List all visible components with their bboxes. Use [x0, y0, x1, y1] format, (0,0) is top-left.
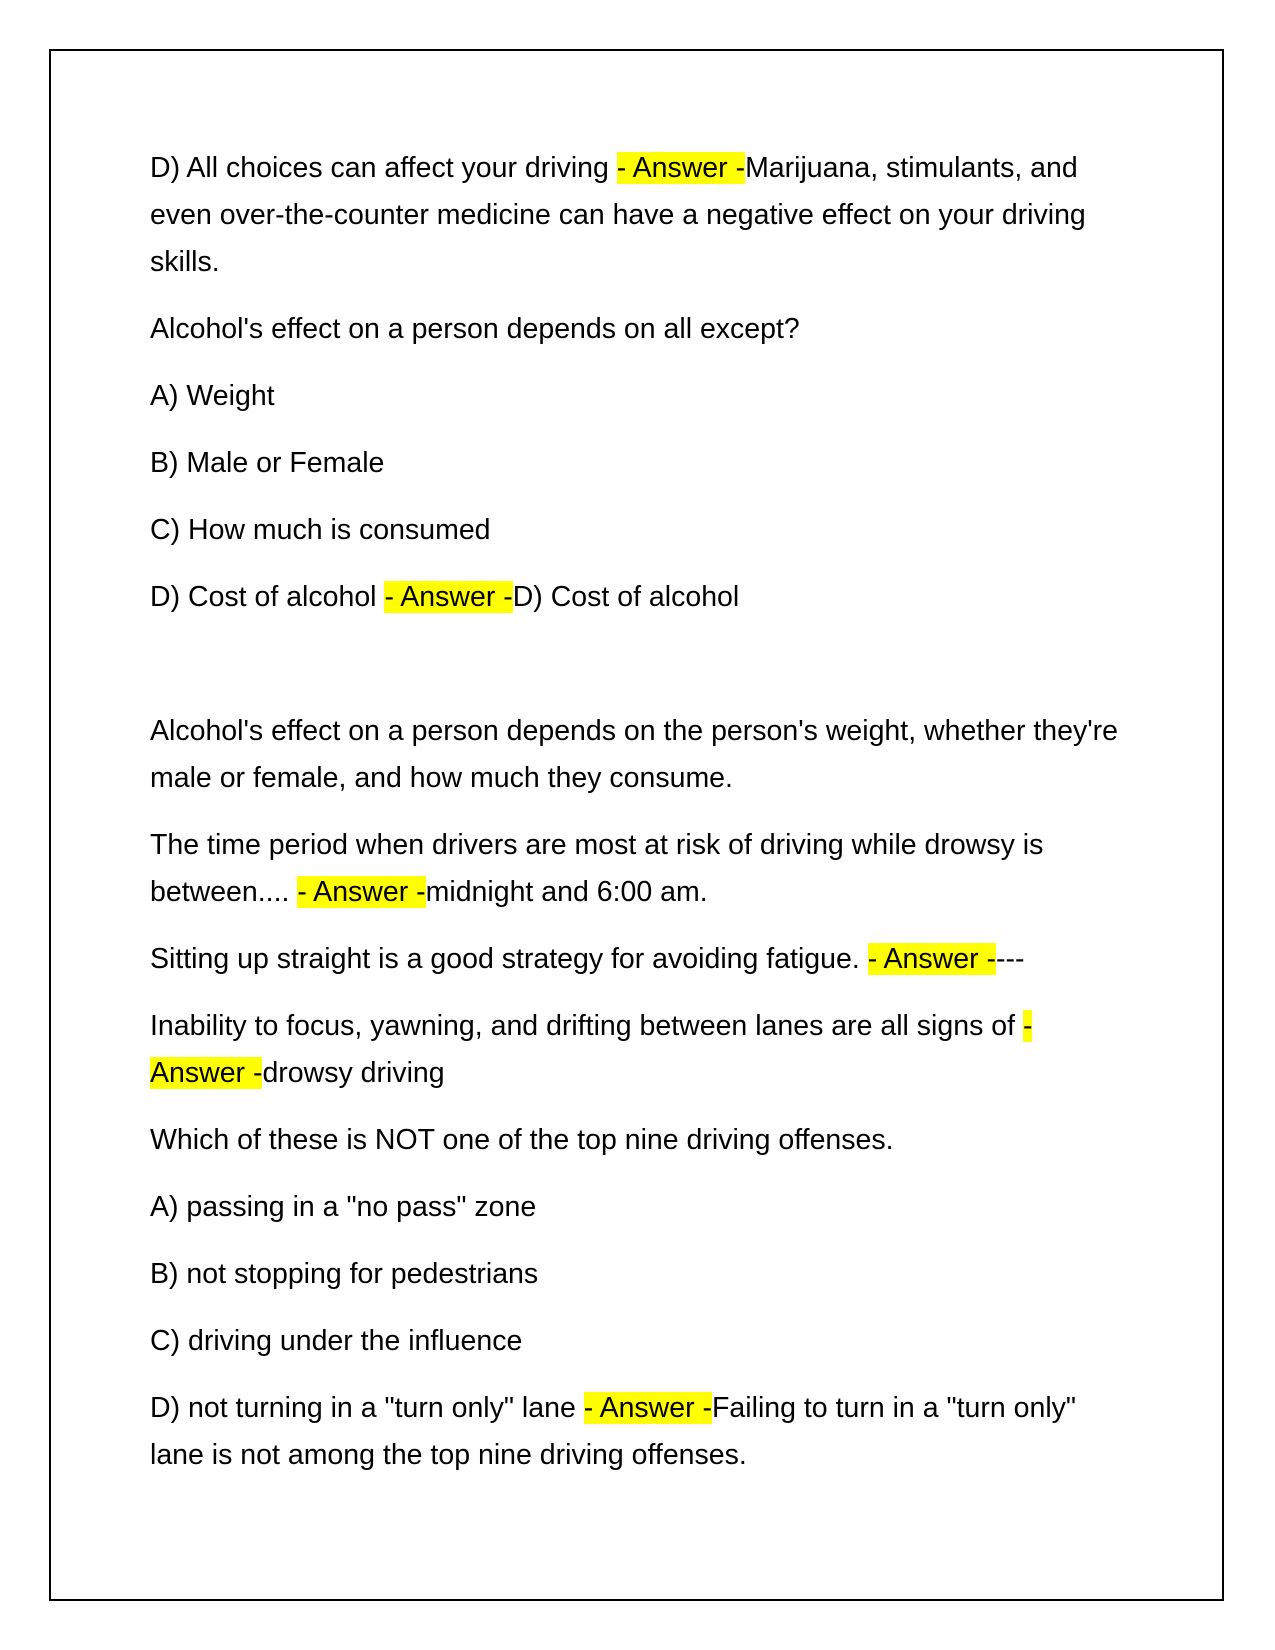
- question-text: Inability to focus, yawning, and drifting between lanes are all signs of: [150, 1010, 1023, 1042]
- blank-gap: [150, 641, 1130, 708]
- question-text: Sitting up straight is a good strategy for avoiding fatigue.: [150, 943, 868, 975]
- explanation-text: Alcohol's effect on a person depends on the person's weight, whether they're male or female, and how much they consume.: [150, 715, 1118, 794]
- question-text: The time period when drivers are most at risk of driving while drowsy is between....: [150, 829, 1044, 908]
- qa-paragraph: [150, 822, 1130, 916]
- answer-text: drowsy driving: [262, 1057, 445, 1089]
- qa-paragraph: [150, 936, 1130, 983]
- answer-option: A) passing in a "no pass" zone: [150, 1191, 537, 1223]
- answer-marker: - Answer -: [867, 943, 996, 975]
- answer-marker: - Answer -: [616, 152, 746, 184]
- answer-marker: - Answer -: [150, 1010, 1033, 1089]
- qa-paragraph: [150, 1385, 1130, 1479]
- question-text: Alcohol's effect on a person depends on all except?: [150, 313, 800, 345]
- answer-marker: - Answer -: [583, 1392, 713, 1424]
- answer-text: ---: [995, 943, 1025, 975]
- question-text: D) not turning in a "turn only" lane: [150, 1392, 584, 1424]
- question-text: D) Cost of alcohol: [150, 581, 385, 613]
- qa-paragraph: [150, 574, 1130, 621]
- answer-option: C) driving under the influence: [150, 1325, 523, 1357]
- question-text: Which of these is NOT one of the top nine driving offenses.: [150, 1124, 894, 1156]
- answer-text: Failing to turn in a "turn only" lane is not among the top nine driving offenses.: [150, 1392, 1077, 1471]
- answer-marker: - Answer -: [297, 876, 426, 908]
- qa-paragraph: [150, 1003, 1130, 1097]
- answer-option: C) How much is consumed: [150, 514, 491, 546]
- qa-paragraph: [150, 145, 1130, 286]
- answer-option: B) not stopping for pedestrians: [150, 1258, 539, 1290]
- question-text: D) All choices can affect your driving: [150, 152, 617, 184]
- answer-option: B) Male or Female: [150, 447, 385, 479]
- answer-marker: - Answer -: [384, 581, 513, 613]
- answer-text: D) Cost of alcohol: [512, 581, 740, 613]
- answer-option: A) Weight: [150, 380, 275, 412]
- document-body: [150, 145, 1130, 1499]
- answer-text: Marijuana, stimulants, and even over-the-counter medicine can have a negative effect on your driving skills.: [150, 152, 1086, 278]
- answer-text: midnight and 6:00 am.: [425, 876, 708, 908]
